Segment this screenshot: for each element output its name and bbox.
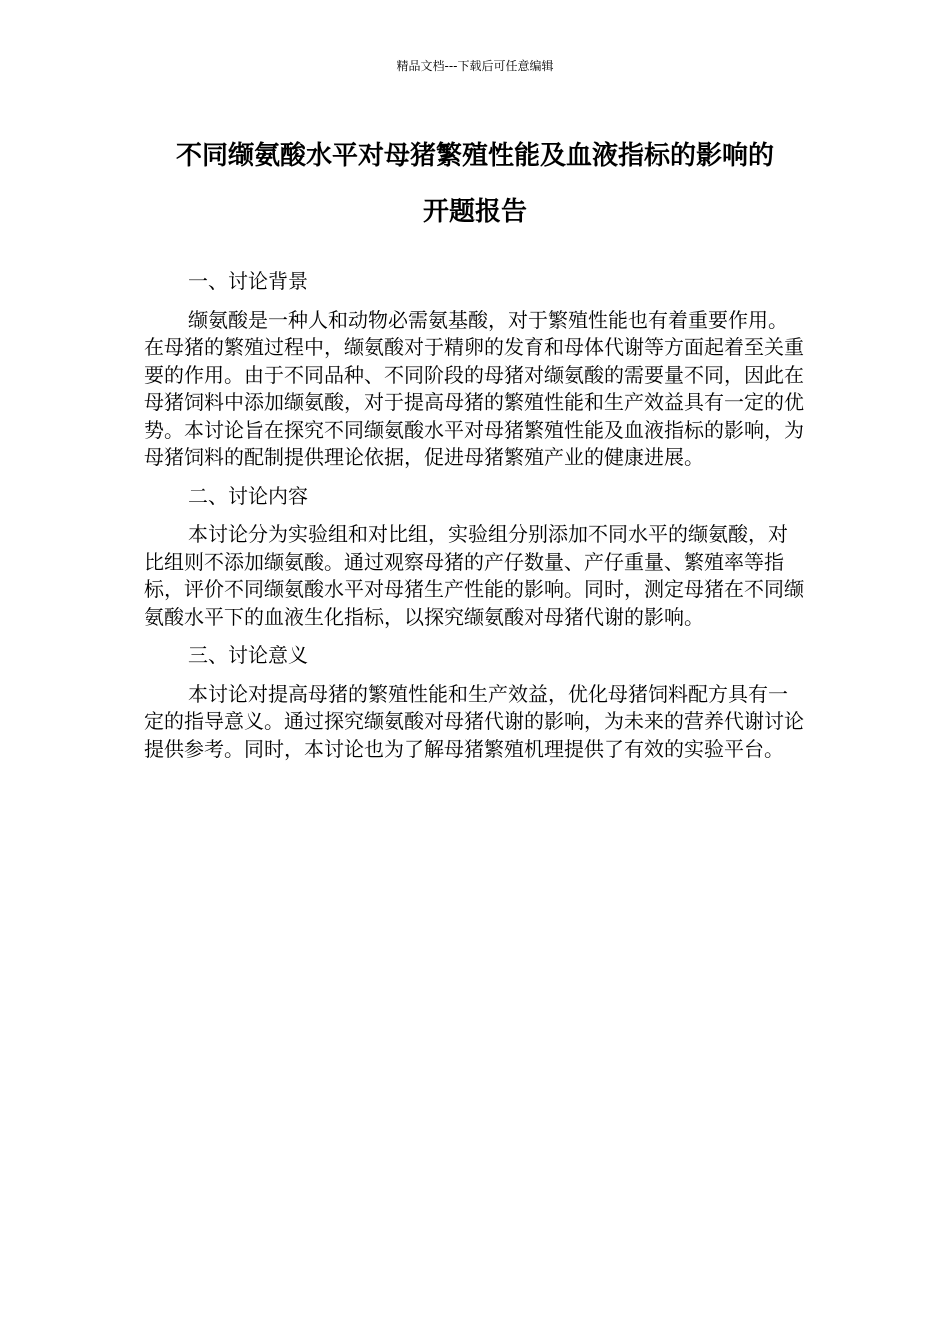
section-paragraph-content: 本讨论分为实验组和对比组，实验组分别添加不同水平的缬氨酸，对比组则不添加缬氨酸。通过观察母猪的产仔数量、产仔重量、繁殖率等指标，评价不同缬氨酸水平对母猪生产性能的影响。同时，测定母猪在不同缬氨酸水平下的血液生化指标，以探究缬氨酸对母猪代谢的影响。 <box>144 522 804 629</box>
document-title <box>120 128 830 240</box>
section-heading-background: 一、讨论背景 <box>188 269 308 293</box>
document-body <box>144 268 804 774</box>
title-line-1: 不同缬氨酸水平对母猪繁殖性能及血液指标的影响的 <box>175 141 774 171</box>
section-paragraph-background: 缬氨酸是一种人和动物必需氨基酸，对于繁殖性能也有着重要作用。在母猪的繁殖过程中，缬氨酸对于精卵的发育和母体代谢等方面起着至关重要的作用。由于不同品种、不同阶段的母猪对缬氨酸的需要量不同，因此在母猪饲料中添加缬氨酸，对于提高母猪的繁殖性能和生产效益具有一定的优势。本讨论旨在探究不同缬氨酸水平对母猪繁殖性能及血液指标的影响，为母猪饲料的配制提供理论依据，促进母猪繁殖产业的健康进展。 <box>144 307 804 469</box>
header-note: 精品文档---下载后可任意编辑 <box>396 59 554 73</box>
section-heading-significance: 三、讨论意义 <box>188 643 308 667</box>
title-line-2: 开题报告 <box>422 197 527 227</box>
section-heading-content: 二、讨论内容 <box>188 483 308 508</box>
section-paragraph-significance: 本讨论对提高母猪的繁殖性能和生产效益，优化母猪饲料配方具有一定的指导意义。通过探究缬氨酸对母猪代谢的影响，为未来的营养代谢讨论提供参考。同时，本讨论也为了解母猪繁殖机理提供了有效的实验平台。 <box>144 681 804 761</box>
